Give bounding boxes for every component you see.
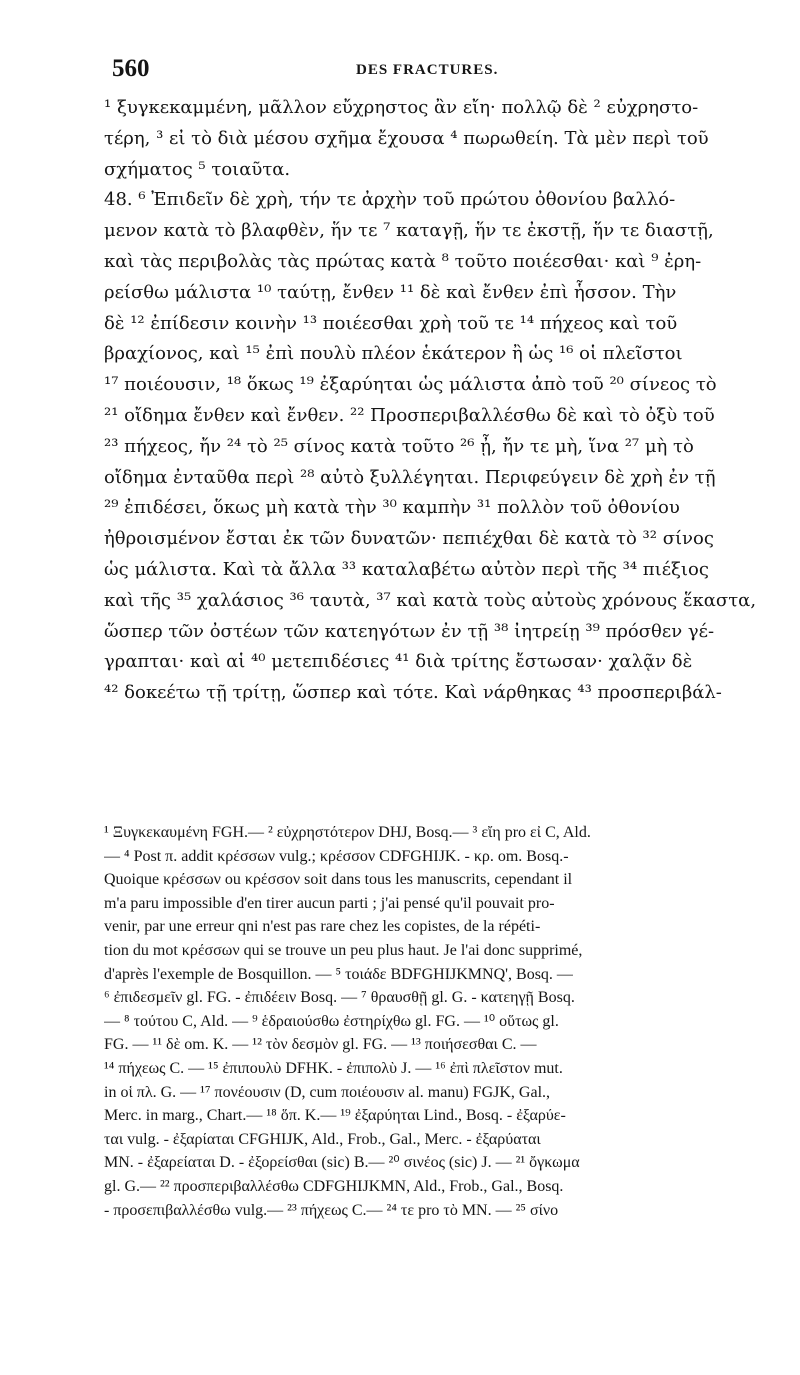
text-line: ὡς μάλιστα. Καὶ τὰ ἄλλα ³³ καταλαβέτω αὐτὸν περὶ τῆς ³⁴ πιέξιος [104, 558, 709, 580]
footnote-line: in οἱ πλ. G. — ¹⁷ πονέουσιν (D, cum ποιέουσιν al. manu) FGJK, Gal., [104, 1083, 551, 1101]
text-line: βραχίονος, καὶ ¹⁵ ἐπὶ πουλὺ πλέον ἑκάτερον ἢ ὡς ¹⁶ οἱ πλεῖστοι [104, 343, 683, 365]
text-line: ¹ ξυγκεκαμμένη, μᾶλλον εὔχρηστος ἂν εἴη· πολλῷ δὲ ² εὐχρηστο- [104, 97, 699, 118]
text-line: ²⁹ ἐπιδέσει, ὅκως μὴ κατὰ τὴν ³⁰ καμπὴν ³¹ πολλὸν τοῦ ὀθονίου [104, 497, 680, 519]
footnote-line: ¹ Ξυγκεκαυμένη FGH.— ² εὐχρηστότερον DHJ, Bosq.— ³ εἴη pro εἰ C, Ald. [104, 824, 591, 841]
text-line: τέρη, ³ εἰ τὸ διὰ μέσου σχῆμα ἔχουσα ⁴ πωρωθείη. Τὰ μὲν περὶ τοῦ [104, 127, 709, 149]
footnote-line: d'après l'exemple de Bosquillon. — ⁵ τοιάδε BDFGHIJKMNQ', Bosq. — [104, 965, 573, 983]
footnote-line: — ⁸ τούτου C, Ald. — ⁹ ἑδραιούσθω ἐστηρίχθω gl. FG. — ¹⁰ οὕτως gl. [104, 1012, 559, 1030]
text-line: οἴδημα ἐνταῦθα περὶ ²⁸ αὐτὸ ξυλλέγηται. Περιφεύγειν δὲ χρὴ ἐν τῇ [104, 466, 716, 488]
text-line: ἠθροισμένον ἔσται ἐκ τῶν δυνατῶν· πεπιέχθαι δὲ κατὰ τὸ ³² σίνος [104, 528, 714, 550]
page-number: 560 [112, 55, 150, 82]
text-line: δὲ ¹² ἐπίδεσιν κοινὴν ¹³ ποιέεσθαι χρὴ τοῦ τε ¹⁴ πήχεος καὶ τοῦ [104, 312, 678, 334]
text-line: γραπται· καὶ αἱ ⁴⁰ μετεπιδέσιες ⁴¹ διὰ τρίτης ἔστωσαν· χαλᾷν δὲ [104, 651, 693, 673]
text-line: μενον κατὰ τὸ βλαφθὲν, ἥν τε ⁷ καταγῇ, ἥν τε ἐκστῇ, ἥν τε διαστῇ, [104, 220, 714, 242]
footnote-line: ¹⁴ πήχεως C. — ¹⁵ ἐπιπουλὺ DFHK. - ἐπιπολὺ J. — ¹⁶ ἐπὶ πλεῖστον mut. [104, 1059, 563, 1077]
text-line: σχήματος ⁵ τοιαῦτα. [104, 158, 291, 180]
text-line: ⁴² δοκεέτω τῇ τρίτῃ, ὥσπερ καὶ τότε. Καὶ νάρθηκας ⁴³ προσπεριβάλ- [104, 682, 722, 704]
footnote-line: — ⁴ Post π. addit κρέσσων vulg.; κρέσσον CDFGHIJK. - κρ. om. Bosq.- [104, 847, 569, 865]
greek-text-body [104, 93, 784, 709]
running-head: DES FRACTURES. [356, 62, 499, 78]
footnote-line: FG. — ¹¹ δὲ om. K. — ¹² τὸν δεσμὸν gl. FG. — ¹³ ποιήσεσθαι C. — [104, 1036, 537, 1054]
footnotes [104, 821, 784, 1222]
text-line: ²¹ οἴδημα ἔνθεν καὶ ἔνθεν. ²² Προσπεριβαλλέσθω δὲ καὶ τὸ ὀξὺ τοῦ [104, 404, 715, 426]
text-line: καὶ τὰς περιβολὰς τὰς πρώτας κατὰ ⁸ τοῦτο ποιέεσθαι· καὶ ⁹ ἐρη- [104, 250, 702, 272]
text-line: ¹⁷ ποιέουσιν, ¹⁸ ὅκως ¹⁹ ἐξαρύηται ὡς μάλιστα ἀπὸ τοῦ ²⁰ σίνεος τὸ [104, 374, 717, 396]
footnote-line: MN. - ἐξαρείαται D. - ἐξορείσθαι (sic) B.— ²⁰ σινέος (sic) J. — ²¹ ὄγκωμα [104, 1154, 580, 1172]
footnote-line: venir, par une erreur qni n'est pas rare chez les copistes, de la répéti- [104, 918, 541, 936]
page-header [112, 55, 752, 95]
footnote-line: m'a paru impossible d'en tirer aucun parti ; j'ai pensé qu'il pouvait pro- [104, 894, 555, 912]
footnote-line: gl. G.— ²² προσπεριβαλλέσθω CDFGHIJKMN, Ald., Frob., Gal., Bosq. [104, 1177, 564, 1195]
text-line: ρείσθω μάλιστα ¹⁰ ταύτῃ, ἔνθεν ¹¹ δὲ καὶ ἔνθεν ἐπὶ ἧσσον. Τὴν [104, 281, 677, 303]
text-line: ²³ πήχεος, ἤν ²⁴ τὸ ²⁵ σίνος κατὰ τοῦτο ²⁶ ᾖ, ἤν τε μὴ, ἵνα ²⁷ μὴ τὸ [104, 435, 694, 457]
text-line: 48. ⁶ Ἐπιδεῖν δὲ χρὴ, τήν τε ἀρχὴν τοῦ πρώτου ὀθονίου βαλλό- [104, 189, 676, 211]
footnote-line: Merc. in marg., Chart.— ¹⁸ ὅπ. K.— ¹⁹ ἐξαρύηται Lind., Bosq. - ἐξαρύε- [104, 1107, 566, 1125]
footnote-line: ⁶ ἐπιδεσμεῖν gl. FG. - ἐπιδέειν Bosq. — ⁷ θραυσθῇ gl. G. - κατεηγῇ Bosq. [104, 989, 575, 1007]
footnote-line: ται vulg. - ἐξαρίαται CFGHIJK, Ald., Frob., Gal., Merc. - ἐξαρύαται [104, 1130, 541, 1148]
footnote-line: Quoique κρέσσων ou κρέσσον soit dans tous les manuscrits, cependant il [104, 871, 573, 889]
text-line: καὶ τῆς ³⁵ χαλάσιος ³⁶ ταυτὰ, ³⁷ καὶ κατὰ τοὺς αὐτοὺς χρόνους ἕκαστα, [104, 589, 757, 611]
text-line: ὥσπερ τῶν ὀστέων τῶν κατεηγότων ἐν τῇ ³⁸ ἰητρείῃ ³⁹ πρόσθεν γέ- [104, 620, 715, 642]
footnote-line: tion du mot κρέσσων qui se trouve un peu plus haut. Je l'ai donc supprimé, [104, 941, 583, 959]
footnote-line: - προσεπιβαλλέσθω vulg.— ²³ πήχεως C.— ²⁴ τε pro τὸ MN. — ²⁵ σίνο [104, 1201, 559, 1219]
